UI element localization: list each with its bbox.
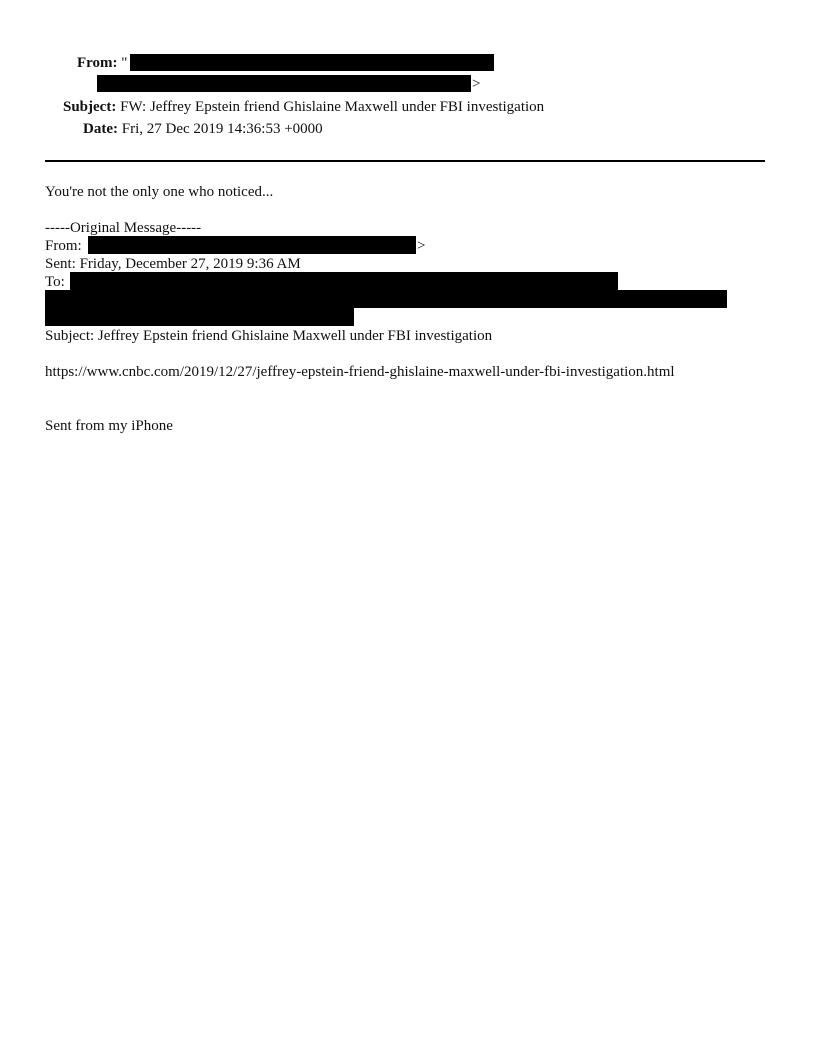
redaction-from-name: [130, 54, 494, 71]
header-divider: [45, 160, 765, 162]
original-sent-line: Sent: Friday, December 27, 2019 9:36 AM: [45, 256, 301, 272]
signature: Sent from my iPhone: [45, 418, 173, 434]
original-subject-line: Subject: Jeffrey Epstein friend Ghislaine Maxwell under FBI investigation: [45, 328, 493, 344]
header-subject: [63, 99, 544, 116]
redaction-recipients-line-3: [45, 308, 354, 326]
redaction-original-from: [88, 236, 416, 254]
original-from-close-bracket: >: [417, 238, 426, 254]
article-link[interactable]: https://www.cnbc.com/2019/12/27/jeffrey-epstein-friend-ghislaine-maxwell-under-fbi-investigation.html: [45, 364, 675, 380]
original-to-label: To:: [45, 274, 65, 290]
redaction-from-address: [97, 75, 471, 92]
subject-label: Subject:: [63, 99, 117, 115]
header-date: [83, 121, 323, 138]
redaction-recipients-line-2: [45, 290, 727, 308]
redaction-recipients-line-1: [70, 272, 618, 290]
date-label: Date:: [83, 121, 118, 137]
original-message-marker: -----Original Message-----: [45, 220, 202, 236]
from-label: From:: [77, 55, 118, 71]
from-close-bracket: >: [472, 76, 481, 92]
date-value: Fri, 27 Dec 2019 14:36:53 +0000: [121, 121, 323, 137]
from-quote: ": [121, 55, 128, 71]
subject-value: FW: Jeffrey Epstein friend Ghislaine Maxwell under FBI investigation: [120, 99, 545, 115]
original-from-label: From:: [45, 238, 82, 254]
message-intro: You're not the only one who noticed...: [45, 184, 274, 200]
header-from: [77, 55, 127, 72]
